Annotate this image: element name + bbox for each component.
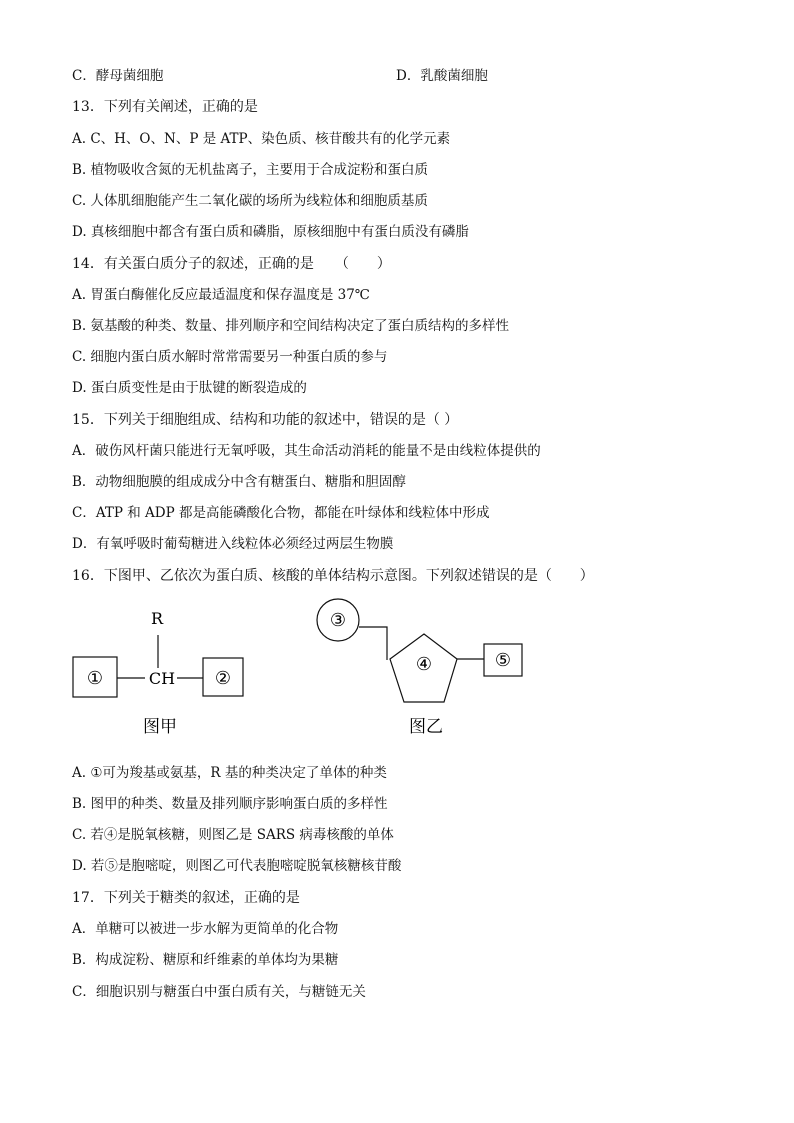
q14-option-d: D. 蛋白质变性是由于肽键的断裂造成的 xyxy=(72,380,307,396)
q17-option-a: A．单糖可以被进一步水解为更简单的化合物 xyxy=(72,921,339,937)
q14-option-a: A. 胃蛋白酶催化反应最适温度和保存温度是 37℃ xyxy=(72,287,370,303)
phosphate-bond-line xyxy=(359,627,387,660)
q14-stem: 14．有关蛋白质分子的叙述，正确的是 （ ） xyxy=(72,256,391,272)
q14-option-c: C. 细胞内蛋白质水解时常常需要另一种蛋白质的参与 xyxy=(72,349,388,365)
q13-option-b: B. 植物吸收含氮的无机盐离子，主要用于合成淀粉和蛋白质 xyxy=(72,162,429,178)
q12-option-c: C．酵母菌细胞 xyxy=(72,68,164,84)
q15-stem: 15．下列关于细胞组成、结构和功能的叙述中，错误的是（ ） xyxy=(72,412,459,428)
box-1-label: ① xyxy=(86,668,104,689)
q14-option-b: B. 氨基酸的种类、数量、排列顺序和空间结构决定了蛋白质结构的多样性 xyxy=(72,318,510,334)
q13-option-c: C. 人体肌细胞能产生二氧化碳的场所为线粒体和细胞质基质 xyxy=(72,193,428,209)
pentagon-4-label: ④ xyxy=(415,654,433,675)
figure-jia xyxy=(73,609,243,737)
q16-option-d: D. 若⑤是胞嘧啶，则图乙可代表胞嘧啶脱氧核糖核苷酸 xyxy=(72,858,402,874)
r-group-label: R xyxy=(150,609,164,628)
box-5-label: ⑤ xyxy=(494,650,512,671)
q16-option-c: C. 若④是脱氧核糖，则图乙是 SARS 病毒核酸的单体 xyxy=(72,827,394,843)
q15-option-d: D．有氧呼吸时葡萄糖进入线粒体必须经过两层生物膜 xyxy=(72,536,394,552)
box-2-label: ② xyxy=(214,668,232,689)
ch-label: CH xyxy=(148,669,176,688)
figure-yi xyxy=(317,599,522,737)
q15-option-a: A．破伤风杆菌只能进行无氧呼吸，其生命活动消耗的能量不是由线粒体提供的 xyxy=(72,443,541,459)
q17-option-b: B．构成淀粉、糖原和纤维素的单体均为果糖 xyxy=(72,952,339,968)
caption-yi: 图乙 xyxy=(409,717,443,737)
caption-jia: 图甲 xyxy=(143,717,177,737)
q16-figure xyxy=(60,598,560,748)
q17-option-c: C．细胞识别与糖蛋白中蛋白质有关，与糖链无关 xyxy=(72,984,366,1000)
circle-3-label: ③ xyxy=(329,610,347,631)
q17-stem: 17．下列关于糖类的叙述，正确的是 xyxy=(72,890,300,906)
q16-option-b: B. 图甲的种类、数量及排列顺序影响蛋白质的多样性 xyxy=(72,796,388,812)
q16-stem: 16．下图甲、乙依次为蛋白质、核酸的单体结构示意图。下列叙述错误的是（ ） xyxy=(72,568,594,584)
q15-option-b: B．动物细胞膜的组成成分中含有糖蛋白、糖脂和胆固醇 xyxy=(72,474,406,490)
q15-option-c: C．ATP 和 ADP 都是高能磷酸化合物，都能在叶绿体和线粒体中形成 xyxy=(72,505,490,521)
q13-option-a: A. C、H、O、N、P 是 ATP、染色质、核苷酸共有的化学元素 xyxy=(72,131,451,147)
q13-option-d: D. 真核细胞中都含有蛋白质和磷脂，原核细胞中有蛋白质没有磷脂 xyxy=(72,224,469,240)
q12-option-d: D．乳酸菌细胞 xyxy=(396,68,488,84)
q16-option-a: A. ①可为羧基或氨基，R 基的种类决定了单体的种类 xyxy=(72,765,387,781)
q13-stem: 13．下列有关阐述，正确的是 xyxy=(72,99,258,115)
